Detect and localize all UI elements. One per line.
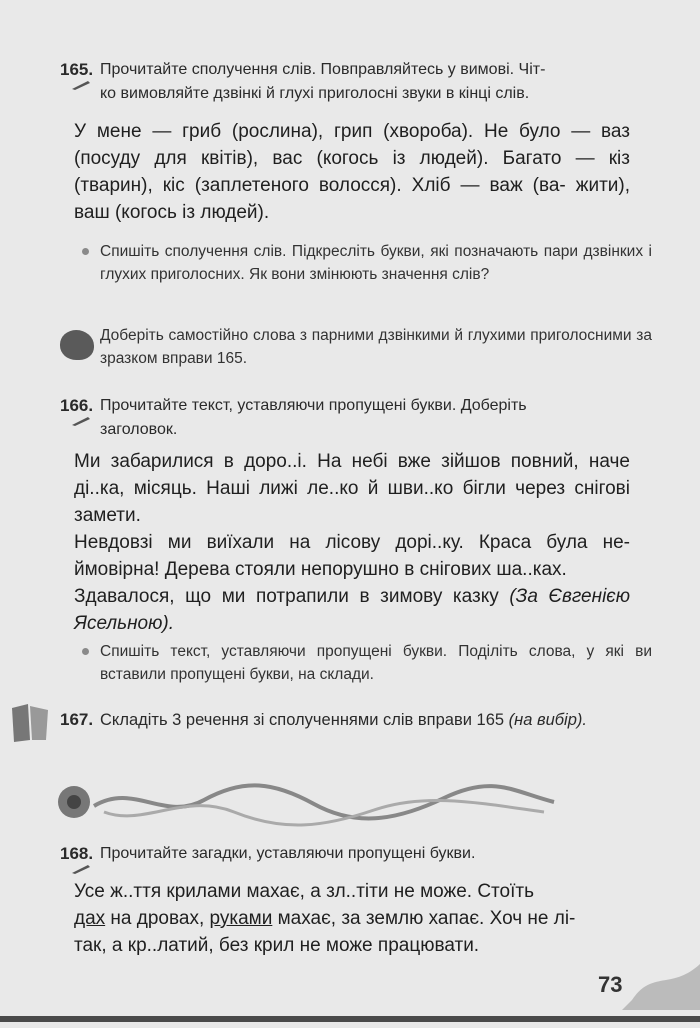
exercise-number: 168. bbox=[60, 844, 94, 863]
exercise-165-instruction: 165. Прочитайте сполучення слів. Повправляйтесь у вимові. Чіт- ко вимовляйте дзвінкі й глухі приголосні звуки в кінці слів. bbox=[60, 60, 546, 102]
bullet-icon bbox=[82, 648, 89, 655]
exercise-166-text: Ми забарилися в доро..і. На небі вже зійшов повний, наче ді..ка, місяць. Наші лижі ле..ко й шви..ко бігли через снігові замети. Невдовзі ми виїхали на лісову дорі..ку. Краса була не- ймовірна! Дерева стояли непорушно в снігових ша..ках. Здавалося, що ми потрапили в зимову казку (За Євгенією Ясельною). bbox=[74, 451, 630, 634]
bullet-icon bbox=[82, 248, 89, 255]
task-bullet: Спишіть сполучення слів. Підкресліть букви, які позначають пари дзвінких і глухих приголосних. Як вони змінюють значення слів? bbox=[78, 240, 652, 286]
exercise-168 bbox=[60, 842, 638, 866]
flower-vine-illustration bbox=[44, 772, 564, 842]
task-extra: Доберіть самостійно слова з парними дзвінкими й глухими приголосними за зразком вправи 165. bbox=[100, 327, 652, 367]
task-bullet: Спишіть текст, уставляючи пропущені букви. Поділіть слова, у які ви вставили пропущені букви, на склади. bbox=[78, 640, 652, 686]
exercise-167-instruction: 167. Складіть 3 речення зі сполученнями слів вправи 165 (на вибір). bbox=[60, 708, 638, 732]
exercise-168-instruction: 168. Прочитайте загадки, уставляючи пропущені букви. bbox=[60, 842, 638, 866]
exercise-168-text: Усе ж..ття крилами махає, а зл..тіти не може. Стоїть дах на дровах, руками махає, за землю хапає. Хоч не лі- так, а кр..латий, без крил не може працювати. bbox=[74, 881, 576, 956]
page-number: 73 bbox=[598, 972, 623, 997]
pen-icon bbox=[72, 80, 90, 90]
bottom-border bbox=[0, 1016, 700, 1022]
exercise-166 bbox=[60, 394, 638, 442]
pen-icon bbox=[72, 864, 90, 874]
book-icon bbox=[8, 700, 52, 744]
corner-decoration bbox=[612, 960, 700, 1010]
pen-icon bbox=[72, 416, 90, 426]
exercise-number: 167. bbox=[60, 710, 94, 729]
exercise-167 bbox=[60, 708, 638, 732]
exercise-165 bbox=[60, 58, 638, 106]
exercise-166-instruction: 166. Прочитайте текст, уставляючи пропущені букви. Доберіть заголовок. bbox=[60, 396, 527, 438]
exercise-165-text: У мене — гриб (рослина), грип (хвороба). Не було — ваз (посуду для квітів), вас (когось із людей). Багато — кіз (тварин), кіс (заплетеного волосся). Хліб — важ (ва- жити), ваш (когось із людей). bbox=[74, 121, 630, 223]
exercise-number: 166. bbox=[60, 396, 94, 415]
exercise-number: 165. bbox=[60, 60, 94, 79]
